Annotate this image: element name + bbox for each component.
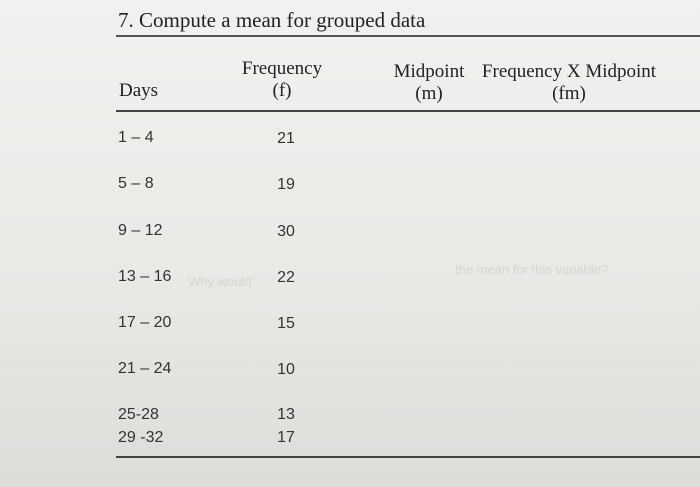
row-freq-2: 19 bbox=[277, 176, 295, 193]
row-days-5: 17 – 20 bbox=[118, 314, 172, 331]
row-freq-8: 17 bbox=[277, 429, 295, 446]
header-midpoint-line2: (m) bbox=[415, 83, 443, 104]
row-freq-4: 22 bbox=[277, 269, 295, 286]
header-days: Days bbox=[119, 80, 159, 101]
table-bottom-rule bbox=[116, 456, 700, 458]
row-days-3: 9 – 12 bbox=[118, 222, 163, 239]
header-midpoint-line1: Midpoint bbox=[393, 61, 465, 82]
header-frequency bbox=[232, 58, 332, 102]
row-days-1: 1 – 4 bbox=[118, 129, 154, 146]
row-freq-6: 10 bbox=[277, 361, 295, 378]
row-days-2: 5 – 8 bbox=[118, 175, 154, 192]
bleed-through-text-2: the mean for this variable? bbox=[455, 262, 609, 277]
header-fm-line2: (fm) bbox=[552, 83, 586, 104]
row-days-6: 21 – 24 bbox=[118, 360, 172, 377]
row-days-7: 25-28 bbox=[118, 406, 159, 423]
question-title: 7. Compute a mean for grouped data bbox=[118, 8, 426, 32]
row-days-4: 13 – 16 bbox=[118, 268, 172, 285]
row-freq-7: 13 bbox=[277, 406, 295, 423]
header-fm-line1: Frequency X Midpoint bbox=[481, 61, 657, 82]
row-freq-3: 30 bbox=[277, 223, 295, 240]
bleed-through-text-1: Why would bbox=[188, 274, 252, 289]
row-freq-5: 15 bbox=[277, 315, 295, 332]
title-underline bbox=[116, 35, 700, 37]
header-frequency-line1: Frequency bbox=[241, 58, 323, 79]
header-underline bbox=[116, 110, 700, 112]
row-freq-1: 21 bbox=[277, 130, 295, 147]
header-midpoint bbox=[374, 61, 484, 105]
header-frequency-line2: (f) bbox=[272, 80, 292, 101]
header-frequency-x-midpoint bbox=[474, 61, 664, 105]
row-days-8: 29 -32 bbox=[118, 429, 164, 446]
